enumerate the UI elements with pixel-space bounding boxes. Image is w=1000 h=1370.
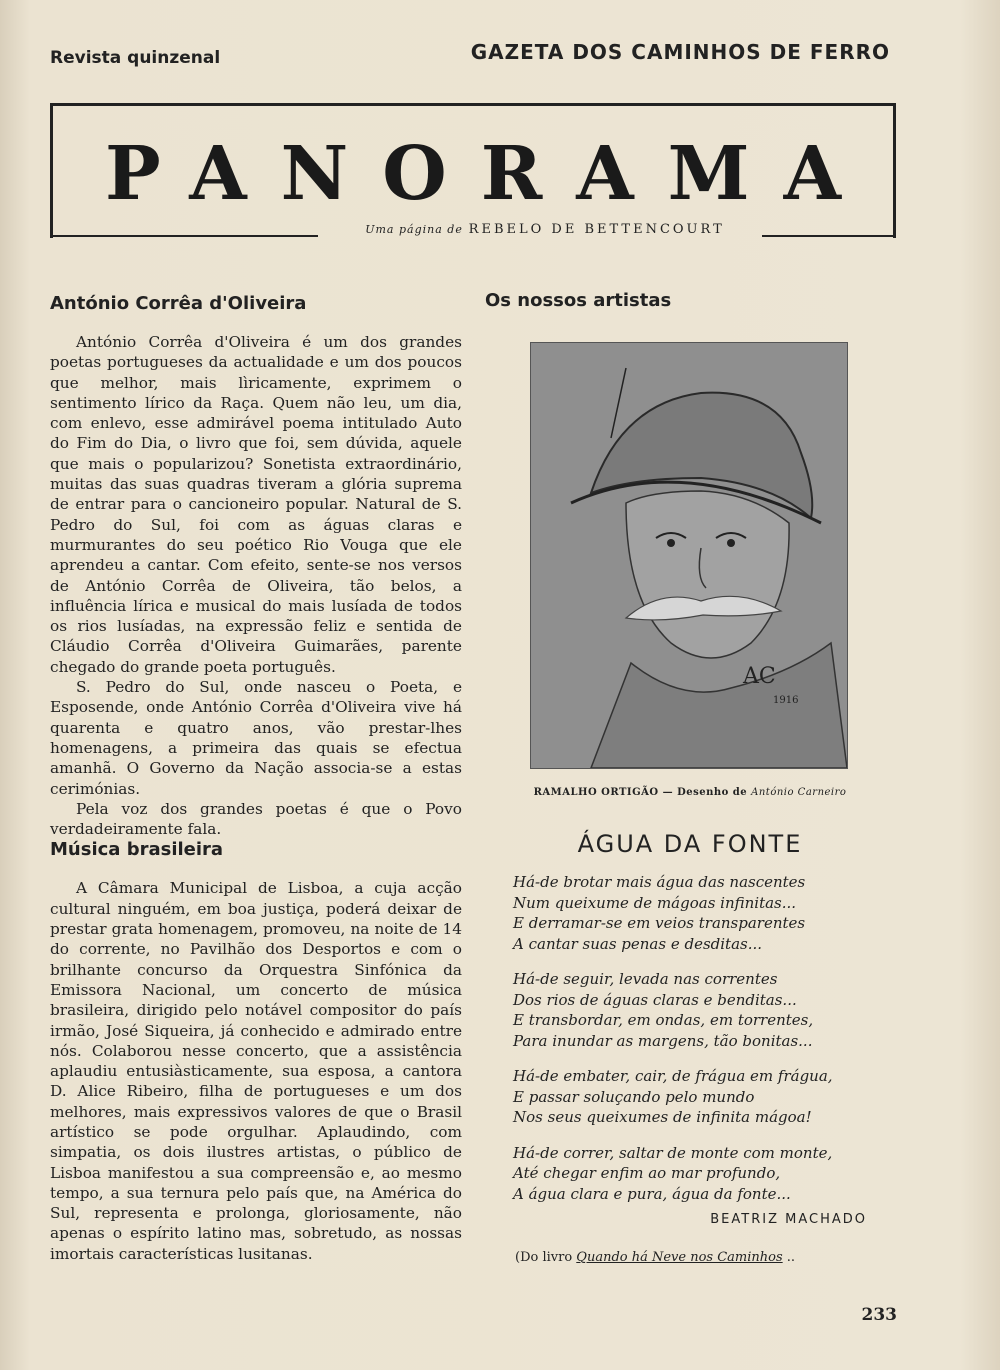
left-column <box>50 293 462 1264</box>
poem-stanza <box>513 969 873 1051</box>
poem-source-prefix: (Do livro <box>515 1250 577 1265</box>
poem-body <box>513 872 873 1219</box>
header-right: GAZETA DOS CAMINHOS DE FERRO <box>470 40 890 64</box>
poem-source <box>515 1250 845 1265</box>
poem-source-book: Quando há Neve nos Caminhos <box>576 1250 783 1265</box>
portrait-signature-year: 1916 <box>773 695 799 706</box>
page-number: 233 <box>861 1305 897 1325</box>
poem-stanza <box>513 1143 873 1205</box>
article1-title: António Corrêa d'Oliveira <box>50 293 307 314</box>
caption-sep: — Desenho de <box>658 787 752 798</box>
portrait-signature: AC <box>743 664 776 689</box>
article2-paragraph: A Câmara Municipal de Lisboa, a cuja acção cultural ninguém, em boa justiça, poderá deixar de prestar grata homenagem, promoveu, na noite de 14 do corrente, no Pavilhão dos Desportos e com o brilhante concurso da Orquestra Sinfónica da Emissora Nacional, um concerto de música brasileira, dirigido pelo notável compositor do país irmão, José Siqueira, já conhecido e admirado entre nós. Colaborou nesse concerto, que a assistência aplaudiu entusiàsticamente, sua esposa, a cantora D. Alice Ribeiro, filha de portugueses e um dos melhores, mais expressivos valores de que o Brasil artístico se pode orgulhar. Aplaudindo, com simpatia, os dois ilustres artistas, o público de Lisboa manifestou a sua compreensão e, ao mesmo tempo, a sua ternura pelo país que, na América do Sul, representa e prolonga, gloriosamente, não apenas o espírito latino mas, sobretudo, as nossas imortais características lusitanas. <box>50 879 462 1263</box>
byline-rule-right <box>762 235 896 237</box>
article1-paragraph: S. Pedro do Sul, onde nasceu o Poeta, e Esposende, onde António Corrêa d'Oliveira vive há quarenta e quatro anos, vão prestar-lhes homenagens, a primeira das quais se efectua amanhã. O Governo da Nação associa-se a estas cerimónias. <box>50 678 462 798</box>
portrait-sketch-icon <box>531 343 847 768</box>
poem-line: E derramar-se em veios transparentes <box>513 914 806 932</box>
poem-line: A cantar suas penas e desditas... <box>513 934 763 953</box>
poem-line: Há-de seguir, levada nas correntes <box>513 970 778 988</box>
poem-line: E passar soluçando pelo mundo <box>513 1087 755 1106</box>
poem-line: A água clara e pura, água da fonte... <box>513 1184 791 1203</box>
poem-line: Num queixume de mágoas infinitas... <box>513 893 797 912</box>
poem-line: Dos rios de águas claras e benditas... <box>513 990 797 1009</box>
poem-line: Nos seus queixumes de infinita mágoa! <box>513 1108 812 1126</box>
article1-paragraph: Pela voz dos grandes poetas é que o Povo verdadeiramente fala. <box>50 799 462 839</box>
caption-artist: António Carneiro <box>751 787 847 798</box>
portrait-drawing <box>530 342 848 769</box>
poem-line: E transbordar, em ondas, em torrentes, <box>513 1011 814 1029</box>
byline-prefix: Uma página de <box>365 223 463 236</box>
byline-rule-left <box>50 235 318 237</box>
article1-paragraph: António Corrêa d'Oliveira é um dos grandes poetas portugueses da actualidade e um dos poucos que melhor, mais lìricamente, exprimem o sentimento lírico da Raça. Quem não leu, um dia, com enlevo, esse admirável poema intitulado Auto do Fim do Dia, o livro que foi, sem dúvida, aquele que mais o popularizou? Sonetista extraordinário, muitas das suas quadras tiveram a glória suprema de entrar para o cancioneiro popular. Natural de S. Pedro do Sul, foi com as águas claras e murmurantes do seu poético Rio Vouga que ele aprendeu a cantar. Com efeito, sente-se nos versos de António Corrêa de Oliveira, tão belos, a influência lírica e musical do mais lusíada de todos os rios lusíadas, na expressão feliz e sentida de Cláudio Corrêa d'Oliveira Guimarães, parente chegado do grande poeta português. <box>50 333 462 676</box>
masthead-title: PANORAMA <box>104 131 876 217</box>
poem-line: Há-de embater, cair, de frágua em frágua, <box>513 1067 833 1085</box>
portrait-caption <box>485 787 895 798</box>
poem-author: BEATRIZ MACHADO <box>710 1212 867 1227</box>
poem-stanza <box>513 1066 873 1128</box>
poem-line: Até chegar enfim ao mar profundo, <box>513 1164 781 1182</box>
artists-title: Os nossos artistas <box>485 290 672 311</box>
poem-title: ÁGUA DA FONTE <box>577 830 803 858</box>
poem-stanza <box>513 872 873 954</box>
header-left: Revista quinzenal <box>50 48 221 68</box>
poem-line: Para inundar as margens, tão bonitas... <box>513 1031 813 1050</box>
poem-line: Há-de correr, saltar de monte com monte, <box>513 1143 833 1162</box>
caption-subject: RAMALHO ORTIGÃO <box>533 787 659 798</box>
byline <box>335 222 755 237</box>
poem-line: Há-de brotar mais água das nascentes <box>513 873 806 891</box>
byline-author: REBELO DE BETTENCOURT <box>468 222 725 237</box>
byline-row <box>50 222 896 242</box>
masthead-frame <box>50 103 896 238</box>
poem-source-suffix: .. <box>782 1250 796 1265</box>
article2-title: Música brasileira <box>50 839 224 861</box>
right-column <box>485 290 875 1265</box>
